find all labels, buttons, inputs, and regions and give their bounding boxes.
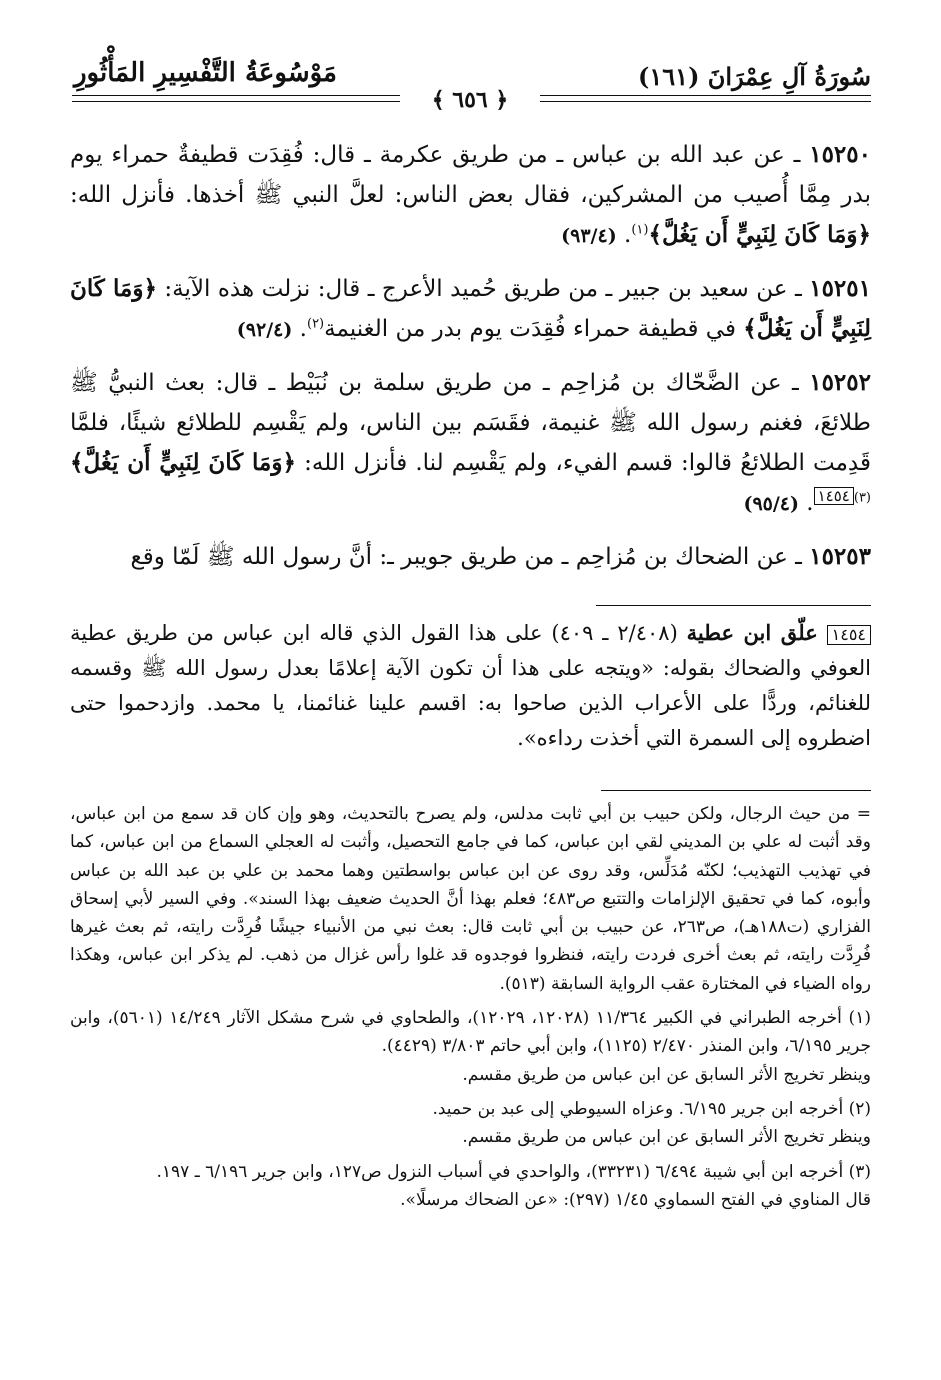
page-number xyxy=(400,87,540,113)
narration-number: ١٥٢٥٠ xyxy=(809,141,871,168)
footnote-marker: (٢) xyxy=(306,316,325,332)
narration-number: ١٥٢٥١ xyxy=(809,275,871,302)
quran-verse: ﴿وَمَا كَانَ لِنَبِيٍّ أَن يَغُلَّ﴾ xyxy=(648,221,871,248)
footnote-3: (٣) أخرجه ابن أبي شيبة ٦/٤٩٤ (٣٣٢٣١)، والواحدي في أسباب النزول ص١٢٧، وابن جرير ٦/١٩٦ ـ ١٩٧. xyxy=(156,1161,871,1182)
commentary-separator xyxy=(596,605,871,606)
ornament-right: ﴿ xyxy=(495,87,509,113)
narration-text: ـ عن الضحاك بن مُزاحِم ـ من طريق جويبر ـ: أنَّ رسول الله ﷺ لَمّا وقع xyxy=(130,544,810,570)
main-text xyxy=(70,135,871,590)
page-number-value: ٦٥٦ xyxy=(452,87,488,113)
commentary-box-marker: ١٤٥٤ xyxy=(814,487,854,505)
commentary-lead: علّق ابن عطية xyxy=(686,620,818,645)
volume-reference: (٩٥/٤) xyxy=(743,493,799,515)
narration-number: ١٥٢٥٢ xyxy=(809,369,871,396)
footnotes xyxy=(70,800,871,1214)
commentary-text: (٢/٤٠٨ ـ ٤٠٩) على هذا القول الذي قاله ابن عباس من طريق عطية العوفي والضحاك بقوله: «ويتجه على هذا أن تكون الآية إعلامًا بعدل رسول الله ﷺ وقسمه للغنائم، وردًّا على الأعراب الذين صاحوا به: اقسم علينا غنائمنا، يا محمد. وازدحموا حتى اضطروه إلى السمرة التي أخذت رداءه». xyxy=(70,621,871,750)
footnote-3-note: قال المناوي في الفتح السماوي ١/٤٥ (٢٩٧): «عن الضحاك مرسلًا». xyxy=(400,1189,871,1210)
footnote-continuation: = من حيث الرجال، ولكن حبيب بن أبي ثابت مدلس، ولم يصرح بالتحديث، وهو وإن كان قد سمع من ابن عباس، وقد أثبت له علي بن المديني لقي ابن عباس، كما في جامع التحصيل، وأثبت له العجلي السماع من ابن عباس، كما في تهذيب التهذيب؛ لكنّه مُدَلِّس، وقد روى عن ابن عباس بواسطتين وهما محمد بن علي بن عبد الله بن عباس وأبوه، كما في تحقيق الإلزامات والتتبع ص٤٨٣؛ فعلم بهذا أنَّ الحديث ضعيف بهذا السند». وفي السير لأبي إسحاق الفزاري (ت١٨٨هـ)، ص٢٦٣، عن حبيب بن أبي ثابت قال: بعث نبي من الأنبياء جيشًا فُرِدَّت رايته، ثم بعث غيرها فُرِدَّت رايته، ثم بعث أخرى فردت رايته، فنظروا فوجدوه قد غلوا رأس غزال من ذهب. لم يذكر ابن عباس، وهكذا رواه الضياء في المختارة عقب الرواية السابقة (٥١٣). xyxy=(70,804,871,994)
narration-15252: ١٥٢٥٢ ـ عن الضَّحّاك بن مُزاحِم ـ من طريق سلمة بن نُبَيْط ـ قال: بعث النبيُّ ﷺ طلائعَ، فغنم رسول الله ﷺ غنيمة، فقَسَم بين الناس، ولم يَقْسِم للطلائع شيئًا، فلمَّا قَدِمت الطلائعُ قالوا: قسم الفيء، ولم يَقْسِم لنا. فأنزل الله: ﴿وَمَا كَانَ لِنَبِيٍّ أَن يَغُلَّ﴾$^{(٣)}$١٤٥٤. (٩٥/٤) xyxy=(70,369,871,516)
narration-15253 xyxy=(70,537,871,577)
volume-reference: (٩٢/٤) xyxy=(236,319,293,341)
footnote-2: (٢) أخرجه ابن جرير ٦/١٩٥. وعزاه السيوطي إلى عبد بن حميد. xyxy=(432,1098,871,1119)
quran-verse: ﴿وَمَا كَانَ لِنَبِيٍّ أَن يَغُلَّ﴾ xyxy=(70,275,871,342)
footnote-marker: (٣) xyxy=(853,490,871,506)
footnote-2-note: وينظر تخريج الأثر السابق عن ابن عباس من طريق مقسم. xyxy=(462,1127,871,1148)
narration-15250: ١٥٢٥٠ ـ عن عبد الله بن عباس ـ من طريق عكرمة ـ قال: فُقِدَت قطيفةٌ حمراء يوم بدر مِمَّا أُصيب من المشركين، فقال بعض الناس: لعلَّ النبي ﷺ أخذها. فأنزل الله: ﴿وَمَا كَانَ لِنَبِيٍّ أَن يَغُلَّ﴾$^{(١)}$. (٩٣/٤) xyxy=(70,141,871,248)
footnote-separator xyxy=(601,790,871,791)
narration-number: ١٥٢٥٣ xyxy=(809,543,871,570)
commentary-box-number: ١٤٥٤ xyxy=(827,625,871,645)
footnote-1-note: وينظر تخريج الأثر السابق عن ابن عباس من طريق مقسم. xyxy=(462,1064,871,1085)
footnote-marker: (١) xyxy=(631,222,649,238)
surah-title: سُورَةُ آلِ عِمْرَانَ (١٦١) xyxy=(638,62,871,91)
narration-text: ـ عن عبد الله بن عباس ـ من طريق عكرمة ـ قال: فُقِدَت قطيفةٌ حمراء يوم بدر مِمَّا أُصيب من المشركين، فقال بعض الناس: لعلَّ النبي ﷺ أخذها. فأنزل الله: xyxy=(70,142,871,208)
narration-15251: ١٥٢٥١ ـ عن سعيد بن جبير ـ من طريق حُميد الأعرج ـ قال: نزلت هذه الآية: ﴿وَمَا كَانَ لِنَبِيٍّ أَن يَغُلَّ﴾ في قطيفة حمراء فُقِدَت يوم بدر من الغنيمة$^{(٢)}$. (٩٢/٤) xyxy=(70,275,871,342)
narration-text-continued: في قطيفة حمراء فُقِدَت يوم بدر من الغنيمة xyxy=(324,316,744,342)
footnote-1: (١) أخرجه الطبراني في الكبير ١١/٣٦٤ (١٢٠٢٨، ١٢٠٢٩)، والطحاوي في شرح مشكل الآثار ١٤/٢٤٩ (٥٦٠١)، وابن جرير ٦/١٩٥، وابن المنذر ٢/٤٧٠ (١١٢٥)، وابن أبي حاتم ٣/٨٠٣ (٤٤٢٩). xyxy=(70,1008,871,1057)
book-title: مَوْسُوعَةُ التَّفْسِيرِ المَأْثُورِ xyxy=(74,58,337,88)
volume-reference: (٩٣/٤) xyxy=(561,225,617,247)
quran-verse: ﴿وَمَا كَانَ لِنَبِيٍّ أَن يَغُلَّ﴾ xyxy=(70,449,296,476)
narration-text: ـ عن الضَّحّاك بن مُزاحِم ـ من طريق سلمة بن نُبَيْط ـ قال: بعث النبيُّ ﷺ طلائعَ، فغنم رسول الله ﷺ غنيمة، فقَسَم بين الناس، ولم يَقْسِم للطلائع شيئًا، فلمَّا قَدِمت الطلائعُ قالوا: قسم الفيء، ولم يَقْسِم لنا. فأنزل الله: xyxy=(70,370,871,476)
ornament-left: ﴾ xyxy=(431,87,445,113)
commentary-note xyxy=(70,615,871,756)
narration-text: ـ عن سعيد بن جبير ـ من طريق حُميد الأعرج ـ قال: نزلت هذه الآية: xyxy=(156,276,810,302)
